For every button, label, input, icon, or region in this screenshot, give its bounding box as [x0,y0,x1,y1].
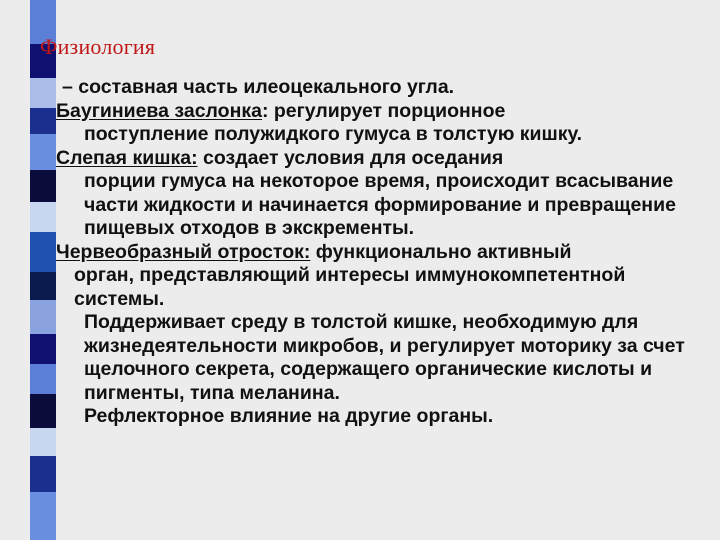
paragraph-reflex [56,405,706,429]
p2-rest: создает условия для оседания [197,146,504,169]
p3-rest: функционально активный [310,240,572,263]
p4-text: Поддерживает среду в толстой кишке, необходимую для жизнедеятельности микробов, и регулирует моторику за счет щелочного секрета, содержащего органические кислоты и пигменты, типа меланина. [84,311,685,404]
slide-title: Физиология [40,34,156,59]
p2-continuation: порции гумуса на некоторое время, происходит всасывание части жидкости и начинается формирование и превращение пищевых отходов в экскременты. [84,170,676,239]
paragraph-bauhin-valve [56,100,706,147]
paragraph-cecum [56,147,706,241]
intro-line [56,76,706,100]
decorative-color-strip [30,0,56,540]
p5-text: Рефлекторное влияние на другие органы. [84,405,494,427]
p1-continuation: поступление полужидкого гумуса в толстую кишку. [84,123,583,145]
paragraph-environment [56,311,706,405]
term-bauhin-valve: Баугиниева заслонка [56,99,262,122]
term-appendix: Червеобразный отросток: [56,240,311,263]
intro-text: – составная часть илеоцекального угла. [62,76,455,98]
p3-continuation: орган, представляющий интересы иммунокомпетентной системы. [74,264,626,310]
slide-body [56,76,706,429]
p1-rest: : регулирует порционное [261,99,506,122]
paragraph-appendix [56,241,706,312]
term-cecum: Слепая кишка: [56,146,198,169]
